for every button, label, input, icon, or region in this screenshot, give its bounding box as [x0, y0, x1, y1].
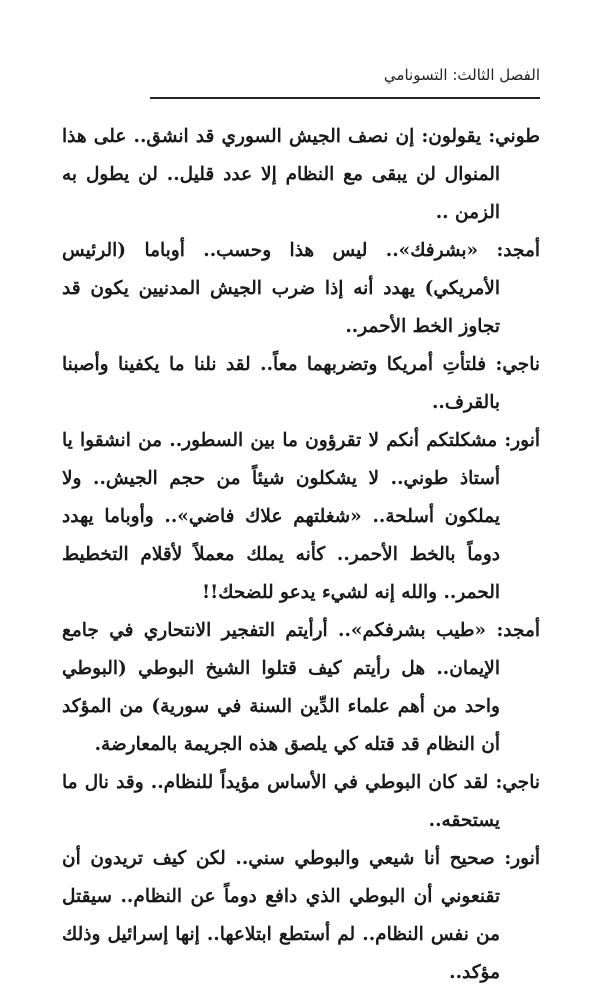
header-rule: [150, 97, 540, 99]
dialogue-paragraph: [62, 840, 540, 992]
speaker-name: أنور:: [504, 430, 540, 451]
speaker-name: أنور:: [504, 848, 540, 869]
speaker-name: طوني:: [488, 126, 540, 147]
dialogue-text: يقولون: إن نصف الجيش السوري قد انشق.. على هذا المنوال لن يبقى مع النظام إلا عدد قليل.. لن يطول به الزمن ..: [62, 126, 500, 223]
speaker-name: أمجد:: [496, 620, 540, 641]
dialogue-text: صحيح أنا شيعي والبوطي سني.. لكن كيف تريدون أن تقنعوني أن البوطي الذي دافع دوماً عن النظام.. سيقتل من نفس النظام.. لم أستطع ابتلاعها.. إنها إسرائيل وذلك مؤكد..: [62, 848, 500, 983]
dialogue-text: مشكلتكم أنكم لا تقرؤون ما بين السطور.. من انشقوا يا أستاذ طوني.. لا يشكلون شيئاً من حجم الجيش.. ولا يملكون أسلحة.. «شغلتهم علاك فاضي».. وأوباما يهدد دوماً بالخط الأحمر.. كأنه يملك معملاً لأقلام التخطيط الحمر.. والله إنه لشيء يدعو للضحك!!: [62, 430, 500, 603]
dialogue-text: «بشرفك».. ليس هذا وحسب.. أوباما (الرئيس الأمريكي) يهدد أنه إذا ضرب الجيش المدنيين يكون قد تجاوز الخط الأحمر..: [62, 240, 500, 337]
dialogue-text: فلتأتِ أمريكا وتضربهما معاً.. لقد نلنا ما يكفينا وأصبنا بالقرف..: [62, 354, 500, 413]
speaker-name: أمجد:: [496, 240, 540, 261]
dialogue-paragraph: [62, 764, 540, 840]
dialogue-paragraph: [62, 346, 540, 422]
speaker-name: ناجي:: [495, 354, 541, 375]
dialogue-text: لقد كان البوطي في الأساس مؤيداً للنظام.. وقد نال ما يستحقه..: [62, 772, 500, 831]
dialogue-text: «طيب بشرفكم».. أرأيتم التفجير الانتحاري في جامع الإيمان.. هل رأيتم كيف قتلوا الشيخ البوطي (البوطي واحد من أهم علماء الدِّين السنة في سورية) من المؤكد أن النظام قد قتله كي يلصق هذه الجريمة بالمعارضة.: [62, 620, 500, 755]
dialogue-paragraph: [62, 232, 540, 346]
dialogue-paragraph: [62, 422, 540, 612]
speaker-name: ناجي:: [495, 772, 540, 793]
page-body: [62, 118, 540, 992]
page-header: [150, 66, 540, 98]
dialogue-paragraph: [62, 118, 540, 232]
chapter-title: الفصل الثالث: التسونامي: [383, 66, 540, 84]
dialogue-paragraph: [62, 612, 540, 764]
